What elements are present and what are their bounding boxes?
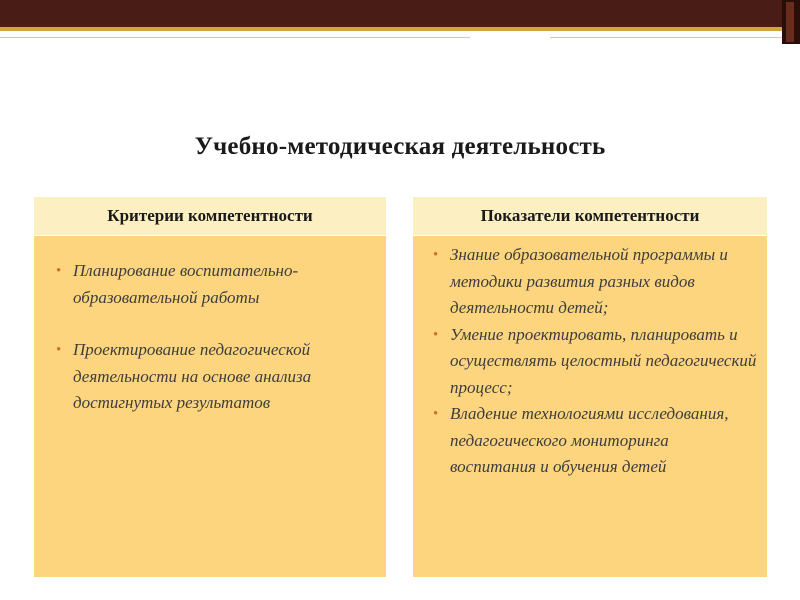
indicators-list: [433, 242, 759, 481]
white-stripe: [470, 37, 550, 41]
bullet-dot-icon: •: [56, 342, 62, 358]
criteria-panel: [34, 236, 386, 577]
bullet-dot-icon: •: [56, 263, 62, 279]
criteria-list: [56, 258, 378, 417]
page-title: Учебно-методическая деятельность: [194, 133, 606, 160]
top-bar: [0, 0, 800, 27]
bullet-dot-icon: •: [433, 326, 439, 343]
indicator-item-text: Умение проектировать, планировать и осуществлять целостный педагогический процесс;: [450, 324, 757, 397]
white-stripe: [0, 38, 500, 40]
list-item: [433, 242, 759, 322]
indicators-header: Показатели компетентности: [413, 197, 767, 235]
bullet-dot-icon: •: [433, 406, 439, 422]
corner-accent-inner: [786, 2, 794, 42]
indicators-panel: [413, 236, 767, 577]
list-item: [433, 401, 759, 481]
criteria-header: Критерии компетентности: [34, 197, 386, 235]
list-item: [56, 258, 378, 311]
indicator-item-text: Знание образовательной программы и методики развития разных видов деятельности детей;: [450, 245, 728, 317]
white-stripe: [540, 45, 660, 47]
list-item: [433, 322, 759, 402]
criteria-item-text: Планирование воспитательно-образовательной работы: [73, 261, 299, 307]
bullet-dot-icon: •: [433, 247, 439, 263]
criteria-item-text: Проектирование педагогической деятельности на основе анализа достигнутых результатов: [73, 340, 312, 412]
list-item: [56, 337, 378, 417]
gold-band: [0, 27, 800, 31]
indicator-item-text: Владение технологиями исследования, педагогического мониторинга воспитания и обучения детей: [450, 404, 729, 476]
